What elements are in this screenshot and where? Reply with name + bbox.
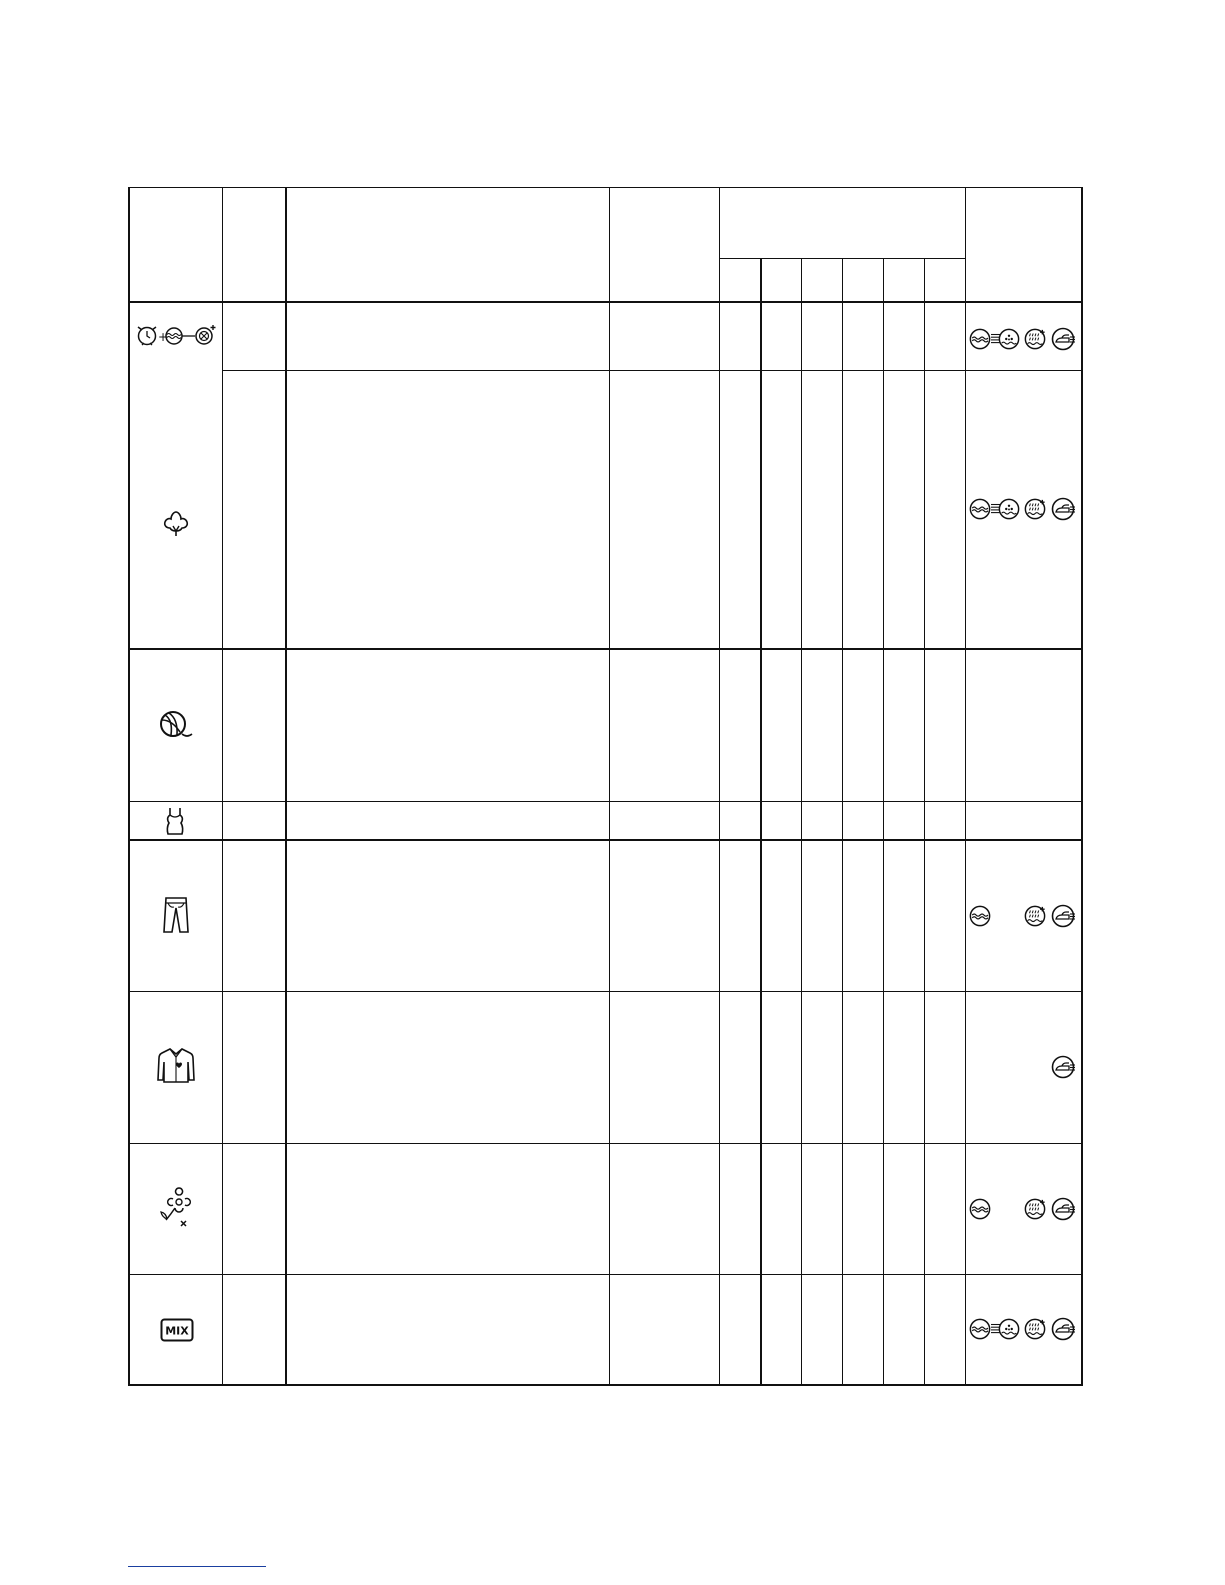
stain-icon xyxy=(999,329,1018,348)
row-divider xyxy=(128,801,1083,802)
easy-iron-icon xyxy=(1053,499,1076,520)
option-icons-row-8 xyxy=(969,1317,1081,1341)
wool-ball-icon xyxy=(157,709,195,741)
table-border-bottom xyxy=(128,1384,1083,1386)
mix-icon xyxy=(160,1318,194,1342)
delicates-top-icon xyxy=(165,806,185,836)
extra-rinse-icon xyxy=(1025,499,1044,518)
sub-column-divider xyxy=(842,258,843,1385)
option-icons-row-1 xyxy=(969,327,1081,351)
column-divider xyxy=(222,187,223,1385)
column-divider xyxy=(609,187,610,1385)
row-divider xyxy=(128,991,1083,992)
easy-iron-icon xyxy=(1053,906,1076,927)
rinse-icon xyxy=(970,1199,989,1218)
sub-column-divider xyxy=(883,258,884,1385)
option-icons-row-2 xyxy=(969,497,1081,521)
svg-text:+: + xyxy=(158,330,169,344)
sub-column-divider xyxy=(801,258,802,1385)
extra-rinse-icon xyxy=(1025,1319,1044,1338)
option-icons-row-6 xyxy=(969,1055,1081,1079)
rinse-icon xyxy=(970,1319,989,1338)
stain-icon xyxy=(999,1319,1018,1338)
stain-icon xyxy=(999,499,1018,518)
sub-column-divider xyxy=(924,258,925,1385)
column-divider xyxy=(719,187,720,1385)
jeans-icon xyxy=(162,896,190,934)
footnote-separator xyxy=(128,1566,266,1567)
header-bottom-rule xyxy=(128,301,1083,303)
easy-iron-icon xyxy=(1053,1057,1076,1078)
row-divider xyxy=(128,839,1083,841)
row-divider xyxy=(222,370,1083,371)
table-border-right xyxy=(1081,187,1083,1386)
column-divider xyxy=(965,187,966,1385)
rinse-icon xyxy=(970,906,989,925)
rinse-icon xyxy=(970,329,989,348)
row-divider xyxy=(128,648,1083,650)
extra-rinse-icon xyxy=(1025,906,1044,925)
rinse-icon xyxy=(970,499,989,518)
extra-rinse-icon xyxy=(1025,329,1044,348)
easy-iron-icon xyxy=(1053,1199,1076,1220)
shirt-icon xyxy=(156,1046,196,1086)
row-divider xyxy=(128,1143,1083,1144)
column-divider xyxy=(285,187,287,1386)
easy-iron-icon xyxy=(1053,329,1076,350)
alarm-plus-rinse-program-icon xyxy=(134,322,218,348)
mix-label: MIX xyxy=(165,1324,189,1338)
sub-column-divider xyxy=(760,258,762,1386)
option-icons-row-5 xyxy=(969,904,1081,928)
easy-iron-icon xyxy=(1053,1319,1076,1340)
option-icons-row-7 xyxy=(969,1197,1081,1221)
cotton-flower-icon xyxy=(160,507,192,537)
allergy-flower-icon xyxy=(157,1190,193,1230)
table-border-top xyxy=(128,187,1083,188)
row-divider xyxy=(128,1274,1083,1275)
table-border-left xyxy=(128,187,130,1386)
extra-rinse-icon xyxy=(1025,1199,1044,1218)
